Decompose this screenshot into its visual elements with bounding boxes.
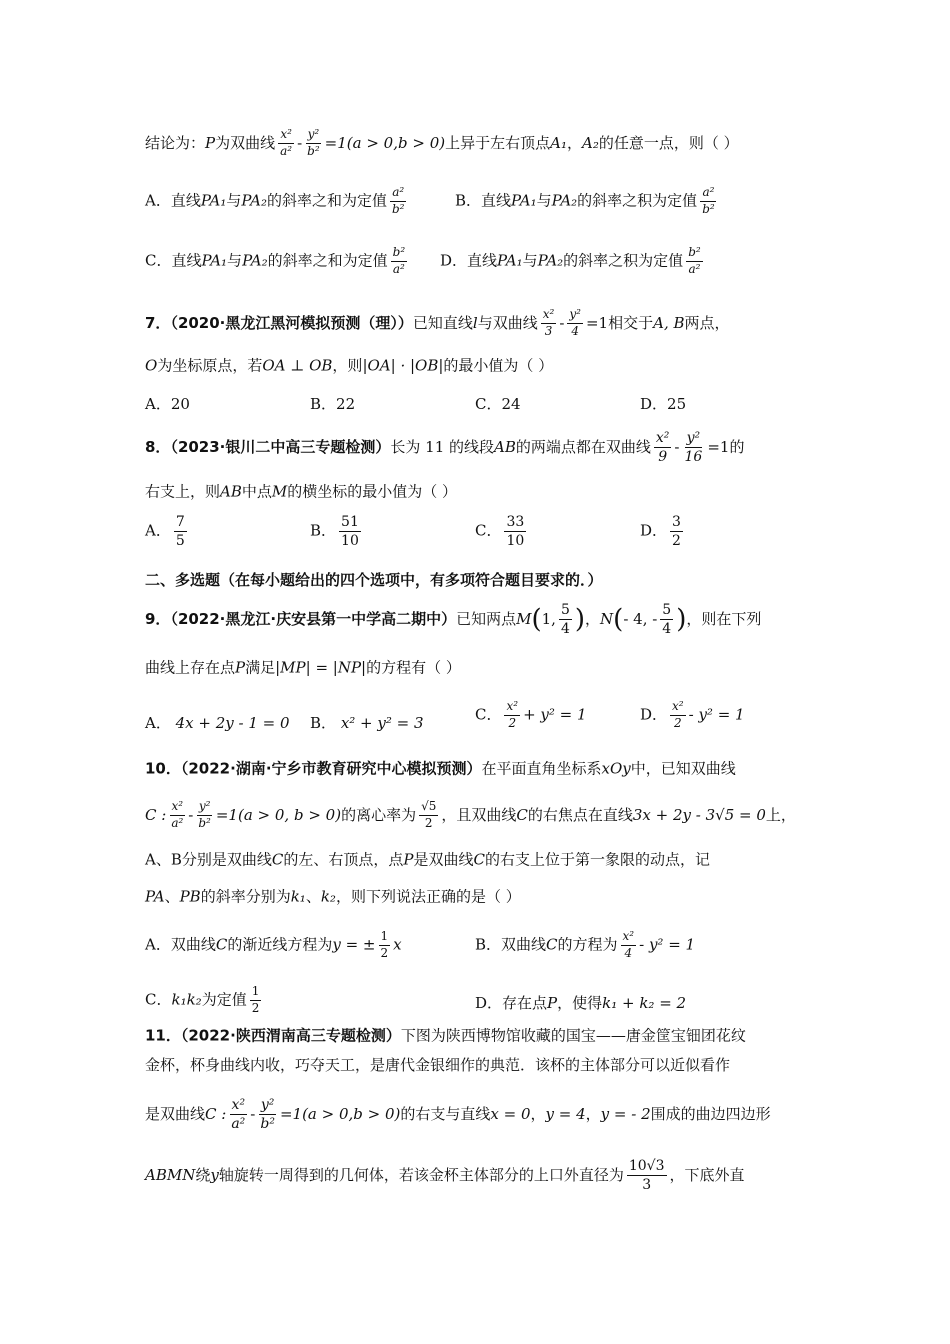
fraction: $\frac{\text{y²}}{\text{b²}}$ xyxy=(198,799,211,830)
fraction: $\frac{\text{x²}}{3}$ xyxy=(542,307,555,338)
q7-stem-line2: O为坐标原点，若OA ⊥ OB，则|OA| · |OB|的最小值为（ ） xyxy=(145,356,554,375)
fraction: $\frac{\text{x²}}{\text{a²}}$ xyxy=(280,127,293,158)
text: 为双曲线 xyxy=(215,133,276,152)
math-var: A₁ xyxy=(550,133,567,152)
q6-stem: 结论为：P为双曲线 $\frac{\text{x²}}{\text{a²}}$ - $\frac{\text{y²}}{\text{b²}}$ =1(a > 0,b > 0)上异于左右顶点A₁，A₂的任意一点，则（ ） xyxy=(145,127,739,158)
q9-option-c[interactable]: C． $\frac{\text{x²}}{2}$ + y² = 1 xyxy=(475,699,587,730)
q9-option-b[interactable]: B． x² + y² = 3 xyxy=(310,714,424,732)
question-number: 7． xyxy=(145,313,171,332)
fraction: $\frac{3}{2}$ xyxy=(672,514,681,550)
fraction: $\frac{\text{b²}}{\text{a²}}$ xyxy=(392,245,406,276)
q11-stem-line4: ABMN绕y轴旋转一周得到的几何体，若该金杯主体部分的上口外直径为 $\frac{10√3}{3}$ ，下底外直 xyxy=(145,1158,745,1194)
q10-stem-line4: PA、PB的斜率分别为k₁、k₂，则下列说法正确的是（ ） xyxy=(145,887,521,906)
fraction: $\frac{51}{10}$ xyxy=(341,514,359,550)
q7-option-c[interactable]: C．24 xyxy=(475,395,521,413)
fraction: $\frac{10√3}{3}$ xyxy=(628,1158,665,1194)
q9-option-a[interactable]: A． 4x + 2y - 1 = 0 xyxy=(145,714,290,732)
fraction: $\frac{1}{2}$ xyxy=(380,929,389,960)
q8-option-c[interactable]: C． $\frac{33}{10}$ xyxy=(475,514,525,550)
fraction: $\frac{\text{x²}}{2}$ xyxy=(672,699,684,730)
question-number: 9． xyxy=(145,610,171,629)
q10-stem-line3: A、B分别是双曲线C的左、右顶点，点P是双曲线C的右支上位于第一象限的动点，记 xyxy=(145,850,711,869)
fraction: $\frac{5}{4}$ xyxy=(560,602,570,638)
q6-option-c[interactable]: C．直线PA₁与PA₂的斜率之和为定值 $\frac{\text{b²}}{\text{a²}}$ xyxy=(145,245,406,276)
question-source: （2022·湖南·宁乡市教育研究中心模拟预测） xyxy=(180,759,482,778)
question-source: （2022·黑龙江·庆安县第一中学高二期中） xyxy=(170,610,457,629)
fraction: $\frac{\text{y²}}{16}$ xyxy=(684,430,703,466)
q6-option-b[interactable]: B．直线PA₁与PA₂的斜率之积为定值 $\frac{\text{a²}}{\text{b²}}$ xyxy=(455,185,715,216)
math: =1(a > 0,b > 0) xyxy=(324,133,446,152)
fraction: $\frac{\text{x²}}{4}$ xyxy=(622,929,635,960)
fraction: $\frac{\text{y²}}{4}$ xyxy=(569,307,581,338)
q8-stem-line2: 右支上，则AB中点M的横坐标的最小值为（ ） xyxy=(145,482,458,501)
fraction: $\frac{1}{2}$ xyxy=(251,984,260,1015)
q7-option-a[interactable]: A．20 xyxy=(145,395,190,413)
text: 结论为： xyxy=(145,133,206,152)
q7-option-d[interactable]: D．25 xyxy=(640,395,687,413)
question-number: 11． xyxy=(145,1026,181,1045)
q10-option-b[interactable]: B．双曲线C的方程为 $\frac{\text{x²}}{4}$ - y² = 1 xyxy=(475,929,696,960)
fraction: $\frac{\text{x²}}{\text{a²}}$ xyxy=(171,799,184,830)
question-source: （2020·黑龙江黑河模拟预测（理）） xyxy=(170,313,413,332)
section-heading: 二、多选题（在每小题给出的四个选项中，有多项符合题目要求的．） xyxy=(145,571,603,589)
q7-stem: 7．（2020·黑龙江黑河模拟预测（理））已知直线l与双曲线 $\frac{\text{x²}}{3}$ - $\frac{\text{y²}}{4}$ =1相交于A, B两点， xyxy=(145,307,730,338)
q6-option-d[interactable]: D．直线PA₁与PA₂的斜率之积为定值 $\frac{\text{b²}}{\text{a²}}$ xyxy=(440,245,701,276)
question-number: 8． xyxy=(145,438,171,457)
q9-option-d[interactable]: D． $\frac{\text{x²}}{2}$ - y² = 1 xyxy=(640,699,745,730)
fraction: $\frac{\text{x²}}{\text{a²}}$ xyxy=(231,1097,246,1133)
fraction: $\frac{√5}{2}$ xyxy=(421,799,437,830)
q6-option-a[interactable]: A．直线PA₁与PA₂的斜率之和为定值 $\frac{\text{a²}}{\text{b²}}$ xyxy=(145,185,405,216)
fraction: $\frac{\text{a²}}{\text{b²}}$ xyxy=(702,185,715,216)
q7-option-b[interactable]: B．22 xyxy=(310,395,356,413)
fraction: $\frac{\text{x²}}{2}$ xyxy=(506,699,519,730)
fraction: $\frac{5}{4}$ xyxy=(662,602,672,638)
fraction: $\frac{7}{5}$ xyxy=(175,514,185,550)
q9-stem-line2: 曲线上存在点P满足|MP| = |NP|的方程有（ ） xyxy=(145,658,461,677)
q10-stem-line2: C : $\frac{\text{x²}}{\text{a²}}$ - $\frac{\text{y²}}{\text{b²}}$ =1(a > 0, b > 0)的离心率为 $\frac{√5}{2}$ ，且双曲线C的右焦点在直线3x + 2y - 3√5 = 0上， xyxy=(145,799,796,830)
fraction: $\frac{\text{a²}}{\text{b²}}$ xyxy=(392,185,405,216)
q8-option-d[interactable]: D． $\frac{3}{2}$ xyxy=(640,514,681,550)
question-source: （2022·陕西渭南高三专题检测） xyxy=(180,1026,401,1045)
text: 的任意一点，则（ ） xyxy=(598,133,739,152)
math-var: P xyxy=(205,133,216,152)
q11-stem: 11．（2022·陕西渭南高三专题检测）下图为陕西博物馆收藏的国宝——唐金筐宝钿团花纹 xyxy=(145,1026,746,1045)
question-source: （2023·银川二中高三专题检测） xyxy=(170,438,391,457)
q11-stem-line2: 金杯，杯身曲线内收，巧夺天工，是唐代金银细作的典范．该杯的主体部分可以近似看作 xyxy=(145,1056,731,1074)
fraction: $\frac{\text{x²}}{9}$ xyxy=(655,430,670,466)
q8-option-b[interactable]: B． $\frac{51}{10}$ xyxy=(310,514,359,550)
fraction: $\frac{33}{10}$ xyxy=(506,514,525,550)
fraction: $\frac{\text{y²}}{\text{b²}}$ xyxy=(307,127,320,158)
q10-stem: 10．（2022·湖南·宁乡市教育研究中心模拟预测）在平面直角坐标系xOy中，已知双曲线 xyxy=(145,759,736,778)
q8-option-a[interactable]: A． $\frac{7}{5}$ xyxy=(145,514,185,550)
fraction: $\frac{\text{y²}}{\text{b²}}$ xyxy=(260,1097,275,1133)
q8-stem: 8．（2023·银川二中高三专题检测）长为 11 的线段AB的两端点都在双曲线 $\frac{\text{x²}}{9}$ - $\frac{\text{y²}}{16}$ =1的 xyxy=(145,430,745,466)
q9-stem: 9．（2022·黑龙江·庆安县第一中学高二期中）已知两点M(1, $\frac{5}{4}$ )，N(- 4, - $\frac{5}{4}$ )，则在下列 xyxy=(145,602,762,638)
q10-option-c[interactable]: C．k₁k₂为定值 $\frac{1}{2}$ xyxy=(145,984,260,1015)
q10-option-a[interactable]: A．双曲线C的渐近线方程为y = ± $\frac{1}{2}$ x xyxy=(145,929,402,960)
q11-stem-line3: 是双曲线C : $\frac{\text{x²}}{\text{a²}}$ - $\frac{\text{y²}}{\text{b²}}$ =1(a > 0,b > 0)的右支与直线x = 0，y = 4，y = - 2围成的曲边四边形 xyxy=(145,1097,771,1133)
q10-option-d[interactable]: D．存在点P，使得k₁ + k₂ = 2 xyxy=(475,994,687,1012)
question-number: 10． xyxy=(145,759,181,778)
math-var: A₂ xyxy=(582,133,599,152)
fraction: $\frac{\text{b²}}{\text{a²}}$ xyxy=(688,245,701,276)
text: 上异于左右顶点 xyxy=(445,133,551,152)
